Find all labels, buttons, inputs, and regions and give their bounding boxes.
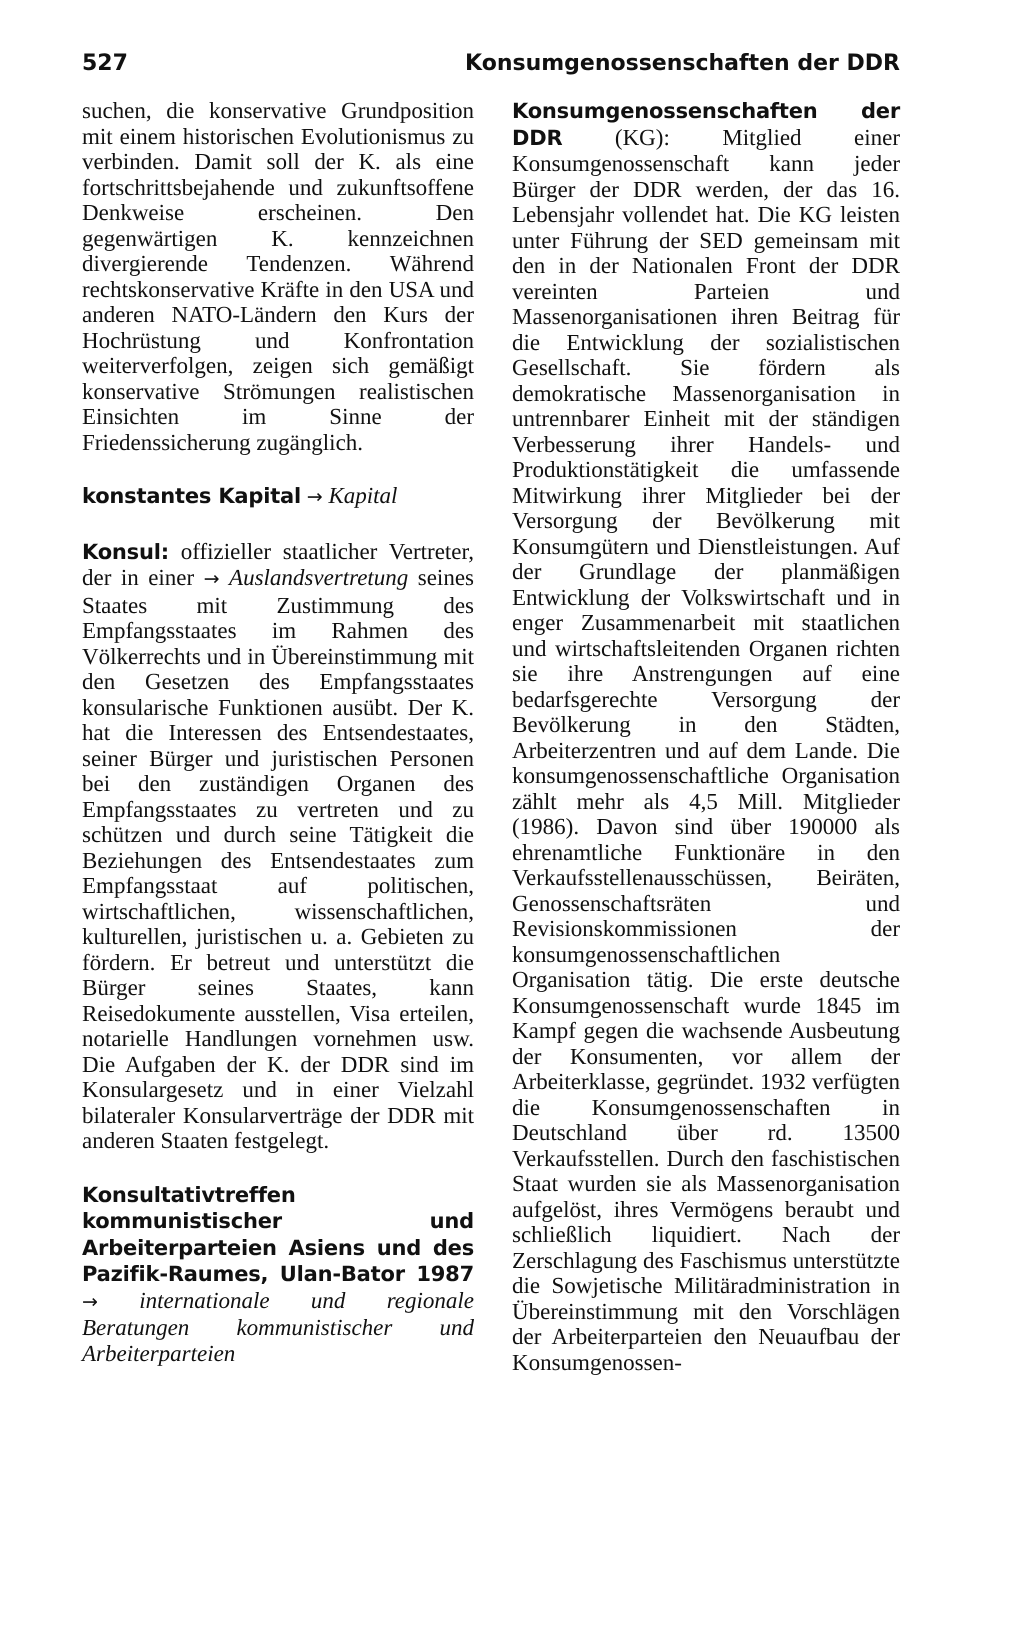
- entry-konsul: [82, 539, 474, 1154]
- cross-reference-link[interactable]: Auslandsvertretung: [229, 565, 409, 590]
- page-header: [82, 44, 900, 84]
- entry-text: offizieller staatlicher Vertreter, der in einer: [82, 538, 474, 590]
- cross-reference-link[interactable]: internationale und regionale Beratungen kommunistischer und Arbeiterparteien: [82, 1287, 474, 1366]
- entry-headword: Konsumgenossenschaften der DDR: [512, 99, 900, 150]
- entry-headword: Konsultativtreffen kommunistischer und Arbeiterparteien Asiens und des Pazifik-Raumes, Ulan-Bator 1987: [82, 1182, 474, 1286]
- continuation-paragraph: suchen, die konservative Grundposition mit einem historischen Evolutionismus zu verbinden. Damit soll der K. als eine fortschrittsbejahende und zukunftsoffene Denkweise erscheinen. Den gegenwärtigen K. kennzeichnen divergierende Tendenzen. Während rechtskonservative Kräfte in den USA und anderen NATO-Ländern den Kurs der Hochrüstung und Konfrontation weiterverfolgen, zeigen sich gemäßigt konservative Strömungen realistischen Einsichten im Sinne der Friedenssicherung zugänglich.: [82, 98, 474, 455]
- left-column: [82, 98, 474, 1366]
- page-number: 527: [82, 51, 128, 76]
- entry-headword: konstantes Kapital: [82, 484, 302, 508]
- cross-reference-link[interactable]: Kapital: [328, 483, 398, 508]
- right-column: [512, 98, 900, 1375]
- entry-konsultativtreffen: [82, 1182, 474, 1367]
- cross-reference-arrow-icon: →: [203, 568, 220, 590]
- entry-konstantes-kapital: [82, 483, 474, 511]
- cross-reference-arrow-icon: →: [306, 486, 323, 508]
- entry-text: seines Staates mit Zustimmung des Empfangsstaates im Rahmen des Völkerrechts und in Übereinstimmung mit den Gesetzen des Empfangsstaates konsularische Funktionen ausübt. Der K. hat die Interessen des Entsendestaates, seiner Bürger und juristischen Personen bei den zuständigen Organen des Empfangsstaates zu vertreten und zu schützen und durch seine Tätigkeit die Beziehungen des Entsendestaates zum Empfangsstaat auf politischen, wirtschaftlichen, wissenschaftlichen, kulturellen, juristischen u. a. Gebieten zu fördern. Er betreut und unterstützt die Bürger seines Staates, kann Reisedokumente ausstellen, Visa erteilen, notarielle Handlungen vornehmen usw. Die Aufgaben der K. der DDR sind im Konsulargesetz und in einer Vielzahl bilateraler Konsularverträge der DDR mit anderen Staaten festgelegt.: [82, 565, 474, 1153]
- running-title: Konsumgenossenschaften der DDR: [465, 51, 900, 76]
- entry-headword: Konsul:: [82, 539, 169, 564]
- entry-konsumgenossenschaften: [512, 98, 900, 1375]
- cross-reference-arrow-icon: →: [82, 1290, 98, 1313]
- entry-text: (KG): Mitglied einer Konsumgenossenschaft kann jeder Bürger der DDR werden, der das 16. Lebensjahr vollendet hat. Die KG leisten unter Führung der SED gemeinsam mit den in der Nationalen Front der DDR vereinten Parteien und Massenorganisationen ihren Beitrag für die Entwicklung der sozialistischen Gesellschaft. Sie fördern als demokratische Massenorganisation in untrennbarer Einheit mit der ständigen Verbesserung ihrer Handels- und Produktionstätigkeit die umfassende Mitwirkung ihrer Mitglieder bei der Versorgung der Bevölkerung mit Konsumgütern und Dienstleistungen. Auf der Grundlage der planmäßigen Entwicklung der Volkswirtschaft und in enger Zusammenarbeit mit staatlichen und wirtschaftsleitenden Organen richten sie ihre Anstrengungen auf eine bedarfsgerechte Versorgung der Bevölkerung in den Städten, Arbeiterzentren und auf dem Lande. Die konsumgenossenschaftliche Organisation zählt mehr als 4,5 Mill. Mitglieder (1986). Davon sind über 190000 als ehrenamtliche Funktionäre in den Verkaufsstellenausschüssen, Beiräten, Genossenschaftsräten und Revisionskommissionen der konsumgenossenschaftlichen Organisation tätig. Die erste deutsche Konsumgenossenschaft wurde 1845 im Kampf gegen die wachsende Ausbeutung der Konsumenten, vor allem der Arbeiterklasse, gegründet. 1932 verfügten die Konsumgenossenschaften in Deutschland über rd. 13500 Verkaufsstellen. Durch den faschistischen Staat wurden sie als Massenorganisation aufgelöst, ihres Vermögens beraubt und schließlich liquidiert. Nach der Zerschlagung des Faschismus unterstützte die Sowjetische Militäradministration in Übereinstimmung mit den Vorschlägen der Arbeiterparteien den Neuaufbau der Konsumgenossen-: [512, 124, 900, 1375]
